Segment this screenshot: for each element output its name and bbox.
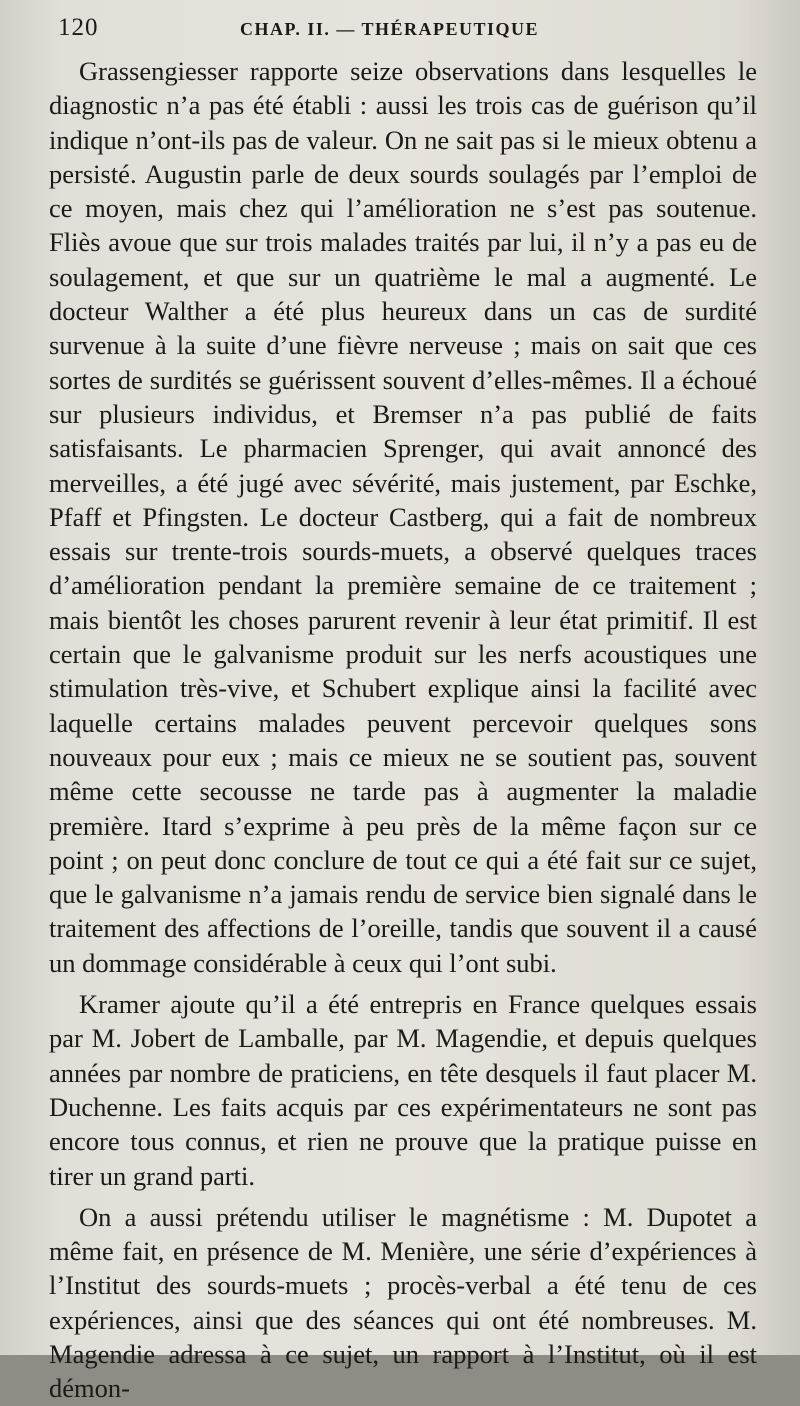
paragraph-galvanism-observations: Grassengiesser rapporte seize observations dans lesquelles le diagnostic n’a pas été établi : aussi les trois cas de guérison qu’il indique n’ont-ils pas de valeur. On ne sait pas si le mieux obtenu a persisté. Augustin parle de deux sourds soulagés par l’emploi de ce moyen, mais chez qui l’amélioration ne s’est pas soutenue. Fliès avoue que sur trois malades traités par lui, il n’y a pas eu de soulagement, et que sur un quatrième le mal a augmenté. Le docteur Walther a été plus heureux dans un cas de surdité survenue à la suite d’une fièvre nerveuse ; mais on sait que ces sortes de surdités se guérissent souvent d’elles-mêmes. Il a échoué sur plusieurs individus, et Bremser n’a pas publié de faits satisfaisants. Le pharmacien Sprenger, qui avait annoncé des merveilles, a été jugé avec sévérité, mais justement, par Eschke, Pfaff et Pfingsten. Le docteur Castberg, qui a fait de nombreux essais sur trente-trois sourds-muets, a observé quelques traces d’amélioration pendant la première semaine de ce traitement ; mais bientôt les choses parurent revenir à leur état primitif. Il est certain que le galvanisme produit sur les nerfs acoustiques une stimulation très-vive, et Schubert explique ainsi la facilité avec laquelle certains malades peuvent percevoir quelques sons nouveaux pour eux ; mais ce mieux ne se soutient pas, souvent même cette secousse ne tarde pas à augmenter la maladie première. Itard s’exprime à peu près de la même façon sur ce point ; on peut donc conclure de tout ce qui a été fait sur ce sujet, que le galvanisme n’a jamais rendu de service bien signalé dans le traitement des affections de l’oreille, tandis que souvent il a causé un dommage considérable à ceux qui l’ont subi. bbox=[49, 56, 757, 978]
paragraph-magnetism: On a aussi prétendu utiliser le magnétisme : M. Dupotet a même fait, en présence de M. Menière, une série d’expériences à l’Institut des sourds-muets ; procès-verbal a été tenu de ces expériences, ainsi que des séances qui ont été nombreuses. M. Magendie adressa à ce sujet, un rapport à l’Institut, où il est démon- bbox=[49, 1201, 757, 1404]
page-number: 120 bbox=[58, 14, 99, 41]
page-header bbox=[58, 14, 760, 44]
running-head: CHAP. II. — THÉRAPEUTIQUE bbox=[240, 19, 540, 39]
paragraph-kramer-france: Kramer ajoute qu’il a été entrepris en France quelques essais par M. Jobert de Lamballe, par M. Magendie, et depuis quelques années par nombre de praticiens, en tête desquels il faut placer M. Duchenne. Les faits acquis par ces expérimentateurs ne sont pas encore tous connus, et rien ne prouve que la pratique puisse en tirer un grand parti. bbox=[49, 989, 757, 1191]
page-body bbox=[49, 54, 757, 1406]
